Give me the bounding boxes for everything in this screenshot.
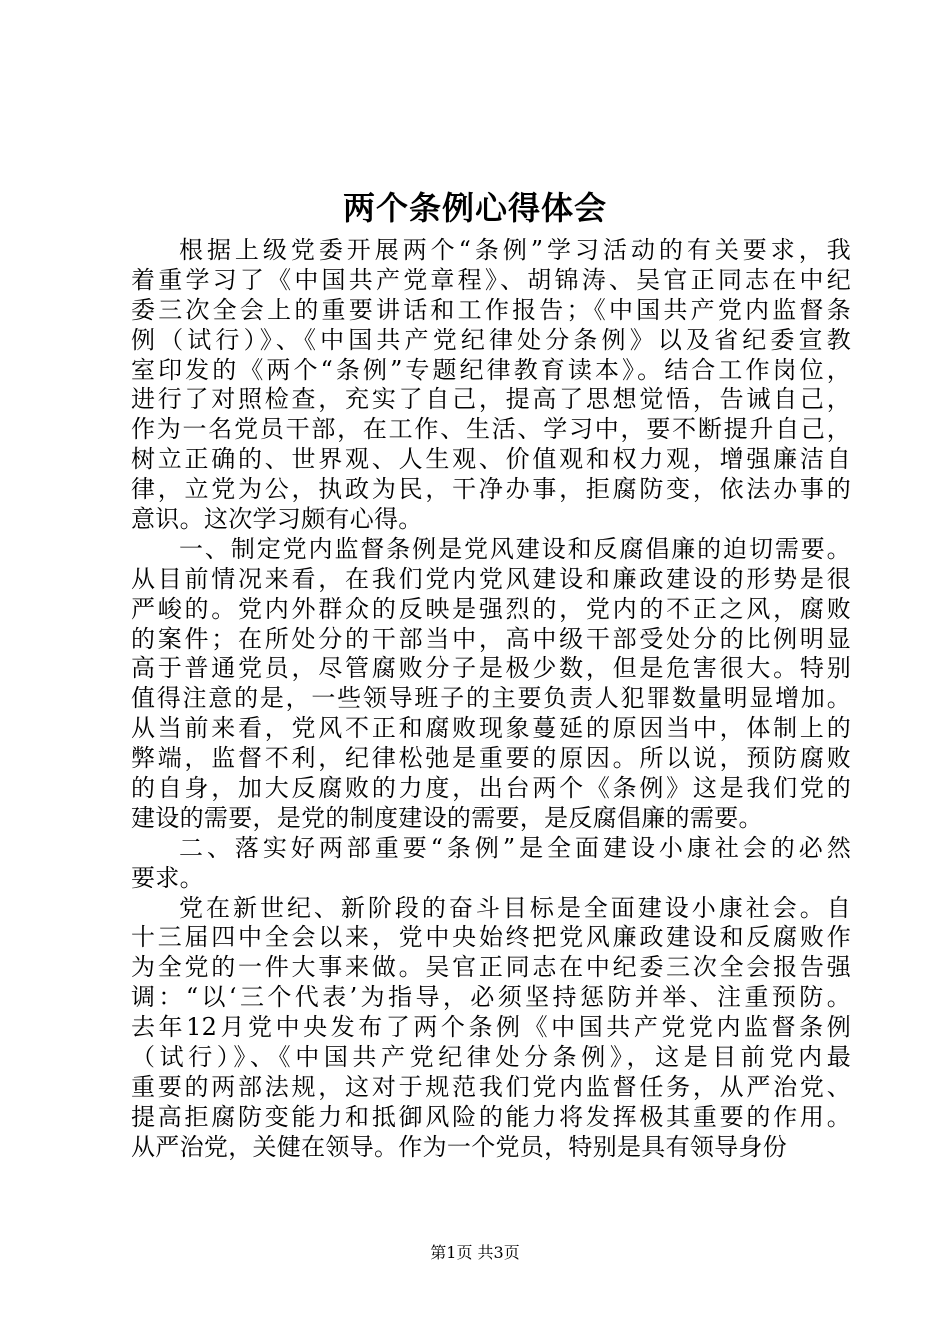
paragraph-line: 调：“以‘三个代表’为指导，必须坚持惩防并举、注重预防。 — [131, 983, 851, 1012]
paragraph-line: 进行了对照检查，充实了自己，提高了思想觉悟，告诫自己， — [131, 385, 851, 414]
paragraph-line: 律，立党为公，执政为民，干净办事，拒腐防变，依法办事的 — [131, 475, 851, 504]
paragraph-line: 树立正确的、世界观、人生观、价值观和权力观，增强廉洁自 — [131, 445, 851, 474]
document-body — [131, 236, 851, 1163]
paragraph-line: 一、制定党内监督条例是党风建设和反腐倡廉的迫切需要。 — [179, 534, 851, 563]
paragraph-line: 去年12月党中央发布了两个条例《中国共产党党内监督条例 — [131, 1013, 851, 1042]
paragraph-line: 的自身，加大反腐败的力度，出台两个《条例》这是我们党的 — [131, 774, 851, 803]
paragraph-line: 十三届四中全会以来，党中央始终把党风廉政建设和反腐败作 — [131, 923, 851, 952]
paragraph — [131, 236, 851, 535]
paragraph-line: 从目前情况来看，在我们党内党风建设和廉政建设的形势是很 — [131, 564, 851, 593]
paragraph-line: 要求。 — [131, 863, 204, 892]
paragraph-line: 为全党的一件大事来做。吴官正同志在中纪委三次全会报告强 — [131, 953, 851, 982]
paragraph-line: 从当前来看，党风不正和腐败现象蔓延的原因当中，体制上的 — [131, 714, 851, 743]
paragraph-line: 值得注意的是，一些领导班子的主要负责人犯罪数量明显增加。 — [131, 684, 851, 713]
paragraph-line: 意识。这次学习颇有心得。 — [131, 505, 423, 534]
paragraph-line: 建设的需要，是党的制度建设的需要，是反腐倡廉的需要。 — [131, 803, 763, 832]
paragraph-line: 作为一名党员干部，在工作、生活、学习中，要不断提升自己， — [131, 415, 851, 444]
paragraph-line: 委三次全会上的重要讲话和工作报告；《中国共产党内监督条 — [131, 295, 851, 324]
paragraph-line: 从严治党，关健在领导。作为一个党员，特别是具有领导身份 — [131, 1132, 788, 1161]
page-footer: 第1页 共3页 — [430, 1243, 520, 1262]
paragraph-line: 严峻的。党内外群众的反映是强烈的，党内的不正之风，腐败 — [131, 594, 851, 623]
paragraph-line: 例（试行）》、《中国共产党纪律处分条例》以及省纪委宣教 — [131, 325, 851, 354]
paragraph-line: 重要的两部法规，这对于规范我们党内监督任务，从严治党、 — [131, 1072, 851, 1101]
paragraph-line: 的案件；在所处分的干部当中，高中级干部受处分的比例明显 — [131, 624, 851, 653]
paragraph-line: （试行）》、《中国共产党纪律处分条例》，这是目前党内最 — [131, 1043, 851, 1072]
paragraph-line: 党在新世纪、新阶段的奋斗目标是全面建设小康社会。自 — [179, 893, 851, 922]
paragraph-line: 室印发的《两个“条例”专题纪律教育读本》。结合工作岗位， — [131, 355, 851, 384]
paragraph-line: 根据上级党委开展两个“条例”学习活动的有关要求，我 — [179, 236, 851, 264]
paragraph-line: 高于普通党员，尽管腐败分子是极少数，但是危害很大。特别 — [131, 654, 851, 683]
document-title: 两个条例心得体会 — [342, 189, 607, 227]
paragraph — [131, 834, 851, 894]
paragraph-line: 提高拒腐防变能力和抵御风险的能力将发挥极其重要的作用。 — [131, 1102, 851, 1131]
paragraph-line: 弊端，监督不利，纪律松弛是重要的原因。所以说，预防腐败 — [131, 744, 851, 773]
paragraph — [131, 894, 851, 1163]
paragraph-line: 着重学习了《中国共产党章程》、胡锦涛、吴官正同志在中纪 — [131, 265, 851, 294]
paragraph-line: 二、落实好两部重要“条例”是全面建设小康社会的必然 — [179, 833, 851, 862]
paragraph — [131, 535, 851, 834]
